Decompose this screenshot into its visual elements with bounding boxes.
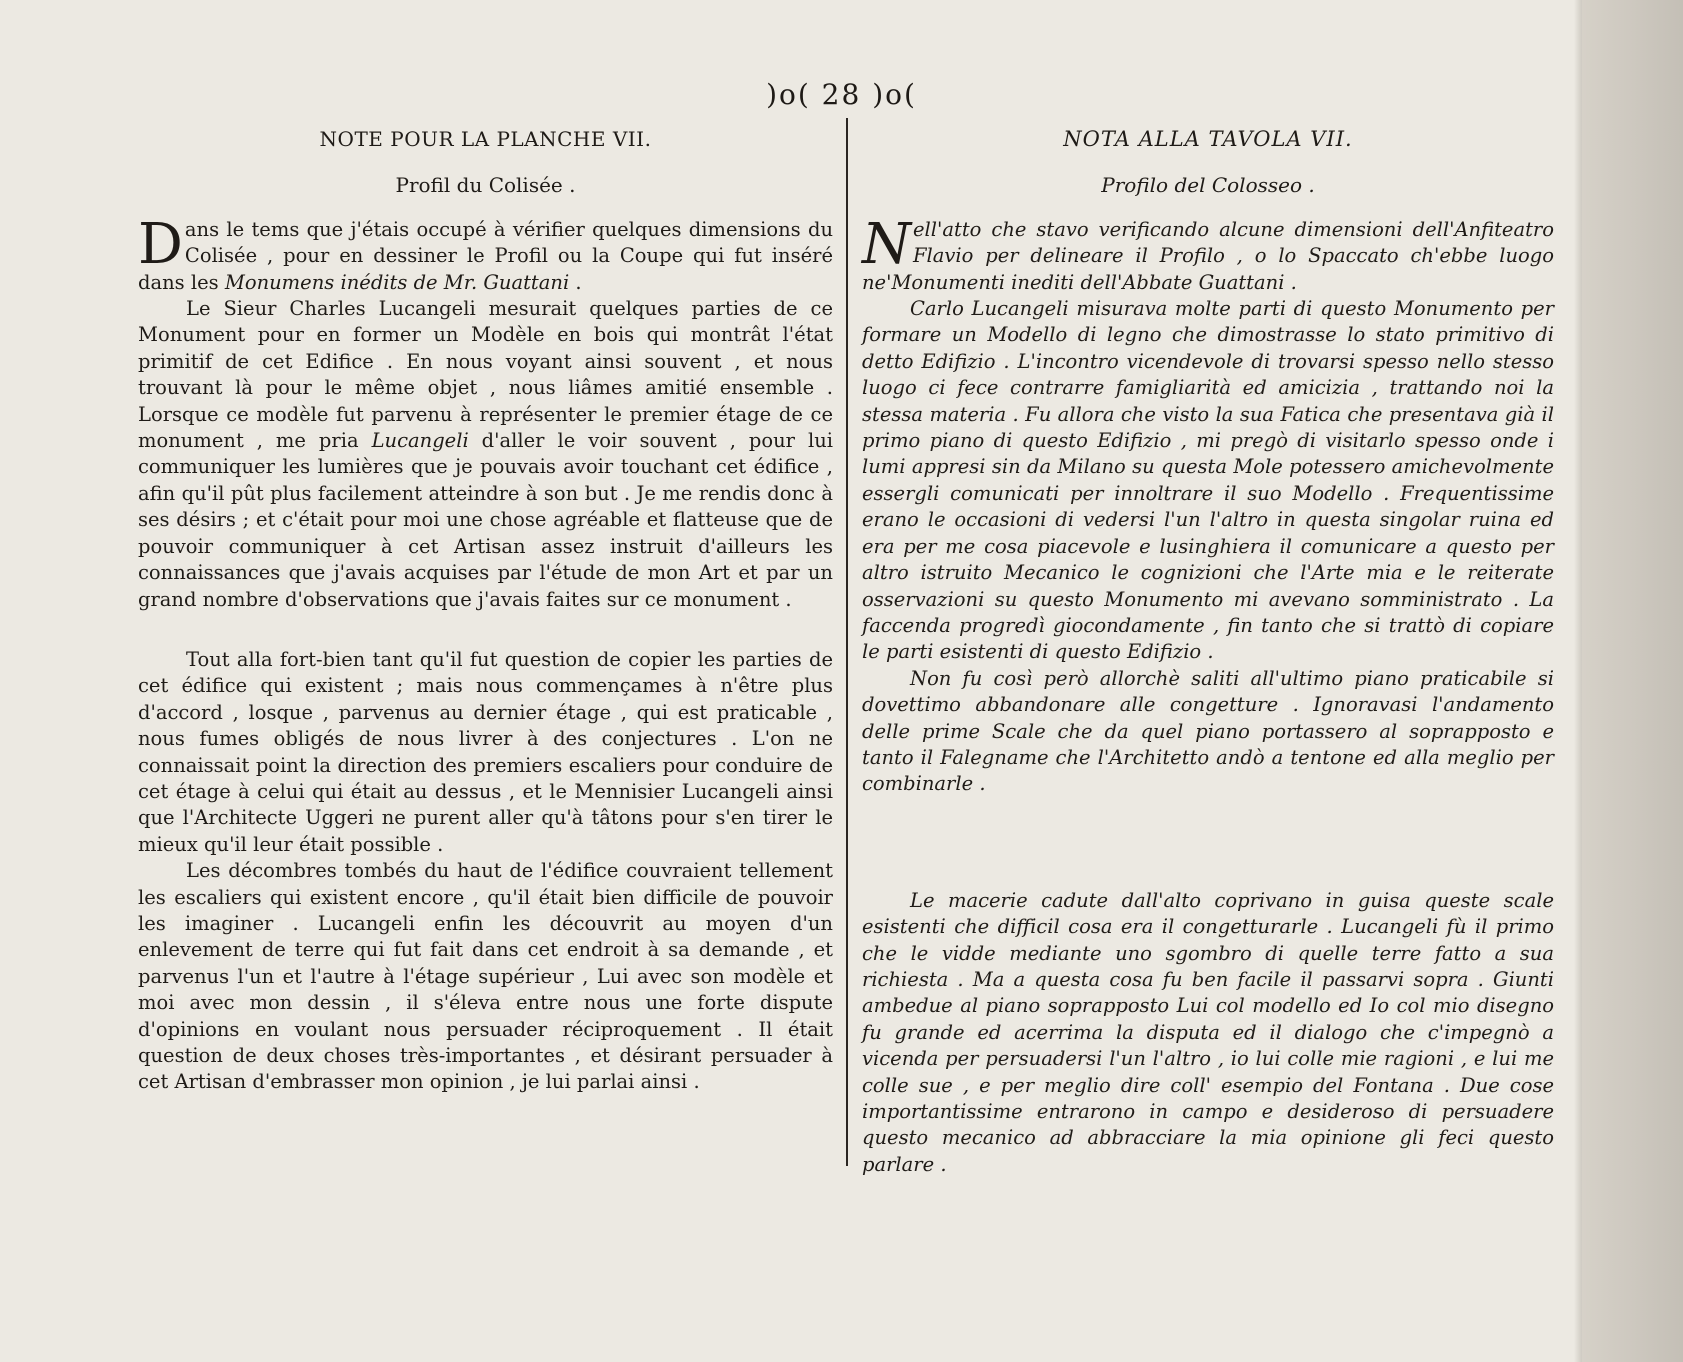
italian-subtitle: Profilo del Colosseo . [1101, 173, 1315, 198]
italian-column [862, 118, 1554, 1178]
french-column [138, 118, 833, 1096]
paragraph-gap [138, 613, 833, 647]
italian-paragraph-1: Nell'atto che stavo verificando alcune dimensioni dell'Anfiteatro Flavio per delineare il Profilo , o lo Spaccato ch'ebbe luogo ne'Monumenti inediti dell'Abbate Guattani . [862, 211, 1554, 294]
french-title: NOTE POUR LA PLANCHE VII. [319, 127, 652, 151]
column-divider [846, 118, 848, 1166]
facing-page-edge [1582, 0, 1683, 1362]
italian-paragraph-4: Le macerie cadute dall'alto coprivano in guisa queste scale esistenti che difficil cosa era il congetturarle . Lucangeli fù il primo che le vidde mediante uno sgombro di quelle terre fatto a sua richiesta . Ma a questa cosa fu ben facile il passarvi sopra . Giunti ambedue al piano soprapposto Lui col modello ed Io col mio disegno fu grande ed acerrima la disputa ed il dialogo che c'impegnò a vicenda per persuadersi l'un l'altro , io lui colle mie ragioni , e lui me colle sue , e per meglio dire coll' esempio del Fontana . Due cose importantissime entrarono in campo e desideroso di persuadere questo mecanico ad abbracciare la mia opinione gli feci questo parlare . [862, 888, 1554, 1176]
page-number-header: )o( 28 )o( [766, 78, 917, 111]
french-paragraph-4: Les décombres tombés du haut de l'édifice couvraient tellement les escaliers qui existent encore , qu'il était bien difficile de pouvoir les imaginer . Lucangeli enfin les découvrit au moyen d'un enlevement de terre qui fut fait dans cet endroit à sa demande , et parvenus l'un et l'autre à l'étage supérieur , Lui avec son modèle et moi avec mon dessin , il s'éleva entre nous une forte dispute d'opinions en voulant nous persuader réciproquement . Il était question de deux choses très-importantes , et désirant persuader à cet Artisan d'embrasser mon opinion , je lui parlai ainsi . [138, 859, 833, 1094]
italian-paragraph-3: Non fu così però allorchè saliti all'ultimo piano praticabile si dovettimo abbandonare alle congetture . Ignoravasi l'andamento delle prime Scale che da quel piano portassero al soprapposto e tanto il Falegname che l'Architetto andò a tentone ed alla meglio per combinarle . [862, 666, 1554, 796]
french-paragraph-2: Le Sieur Charles Lucangeli mesurait quelques parties de ce Monument pour en former un Modèle en bois qui montrât l'état primitif de cet Edifice . En nous voyant ainsi souvent , et nous trouvant là pour le même objet , nous liâmes amitié ensemble . Lorsque ce modèle fut parvenu à représenter le premier étage de ce monument , me pria Lucangeli d'aller le voir souvent , pour lui communiquer les lumières que je pouvais avoir touchant cet édifice , afin qu'il pût plus facilement atteindre à son but . Je me rendis donc à ses désirs ; et c'était pour moi une chose agréable et flatteuse que de pouvoir communiquer à cet Artisan assez instruit d'ailleurs les connaissances que j'avais acquises par l'étude de mon Art et par un grand nombre d'observations que j'avais faites sur ce monument . [138, 297, 834, 611]
italian-dropcap: N [862, 211, 911, 277]
french-paragraph-1: Dans le tems que j'étais occupé à vérifier quelques dimensions du Colisée , pour en dessiner le Profil ou la Coupe qui fut inséré dans les Monumens inédits de Mr. Guattani . [138, 211, 833, 294]
french-paragraph-3: Tout alla fort-bien tant qu'il fut question de copier les parties de cet édifice qui existent ; mais nous commençames à n'être plus d'accord , losque , parvenus au dernier étage , qui est praticable , nous fumes obligés de nous livrer à des conjectures . L'on ne connaissait point la direction des premiers escaliers pour conduire de cet étage à celui qui était au dessus , et le Mennisier Lucangeli ainsi que l'Architecte Uggeri ne purent aller qu'à tâtons pour s'en tirer le mieux qu'il leur était possible . [138, 647, 833, 856]
italian-title: NOTA ALLA TAVOLA VII. [1063, 127, 1353, 151]
french-subtitle: Profil du Colisée . [395, 173, 576, 198]
paragraph-gap [862, 798, 1554, 888]
french-dropcap: D [138, 211, 183, 277]
italian-paragraph-2: Carlo Lucangeli misurava molte parti di questo Monumento per formare un Modello di legno che dimostrasse lo stato primitivo di detto Edifizio . L'incontro vicendevole di trovarsi spesso nello stesso luogo ci fece contrarre famigliarità ed amicizia , trattando noi la stessa materia . Fu allora che visto la sua Fatica che presentava già il primo piano di questo Edifizio , mi pregò di visitarlo spesso onde i lumi appresi sin da Milano su questa Mole potessero amichevolmente essergli comunicati per innoltrare il suo Modello . Frequentissime erano le occasioni di vedersi l'un l'altro in questa singolar ruina ed era per me cosa piacevole e lusinghiera il comunicare a questo per altro istruito Mecanico le cognizioni che l'Arte mia e le reiterate osservazioni su questo Monumento mi avevano somministrato . La faccenda progredì giocondamente , fin tanto che si trattò di copiare le parti esistenti di questo Edifizio . [862, 297, 1554, 664]
